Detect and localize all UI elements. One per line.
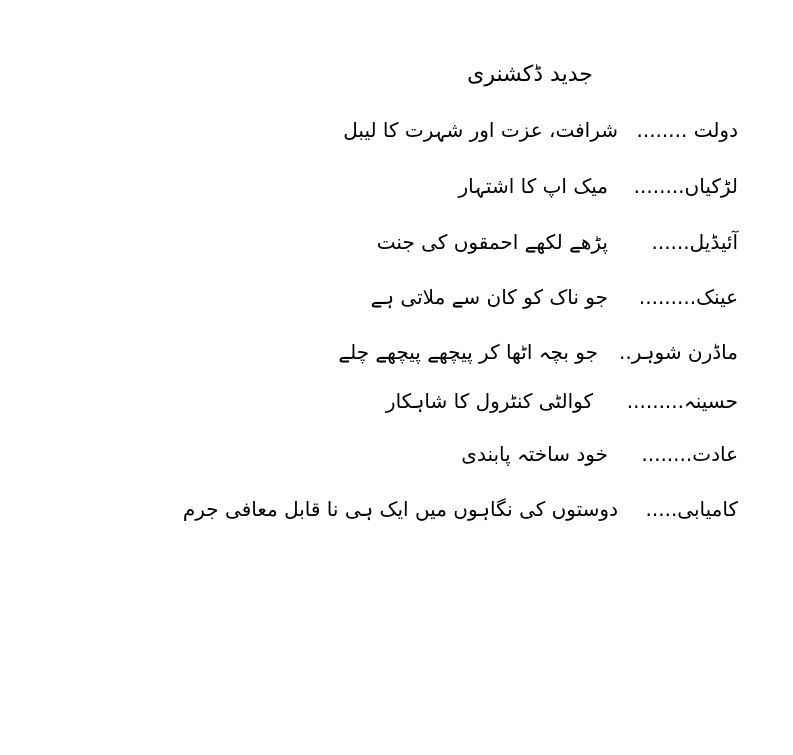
entry-term: دولت ........ bbox=[636, 118, 738, 142]
entry-term: عینک......... bbox=[638, 285, 738, 309]
entry-definition: جو ناک کو کان سے ملاتی ہے bbox=[370, 285, 608, 309]
entry-definition: دوستوں کی نگاہوں میں ایک ہی نا قابل معافی جرم bbox=[182, 497, 618, 521]
entry-definition: جو بچہ اٹھا کر پیچھے پیچھے چلے bbox=[338, 340, 598, 364]
entry-definition: خود ساختہ پابندی bbox=[461, 442, 608, 466]
entry-definition: شرافت، عزت اور شہرت کا لیبل bbox=[343, 118, 618, 142]
entry-term: حسینہ......... bbox=[626, 389, 738, 413]
page-title: جدید ڈکشنری bbox=[467, 62, 593, 87]
entry-definition: کوالٹی کنٹرول کا شاہکار bbox=[385, 389, 593, 413]
entry-term: ماڈرن شوہر.. bbox=[619, 340, 738, 364]
entry-definition: پڑھے لکھے احمقوں کی جنت bbox=[376, 230, 608, 254]
entry-term: کامیابی..... bbox=[645, 497, 738, 521]
entry-term: عادت........ bbox=[641, 442, 738, 466]
entry-definition: میک اپ کا اشتہار bbox=[458, 174, 608, 198]
entry-term: آئیڈیل...... bbox=[651, 230, 738, 254]
entry-term: لڑکیاں........ bbox=[633, 174, 738, 198]
